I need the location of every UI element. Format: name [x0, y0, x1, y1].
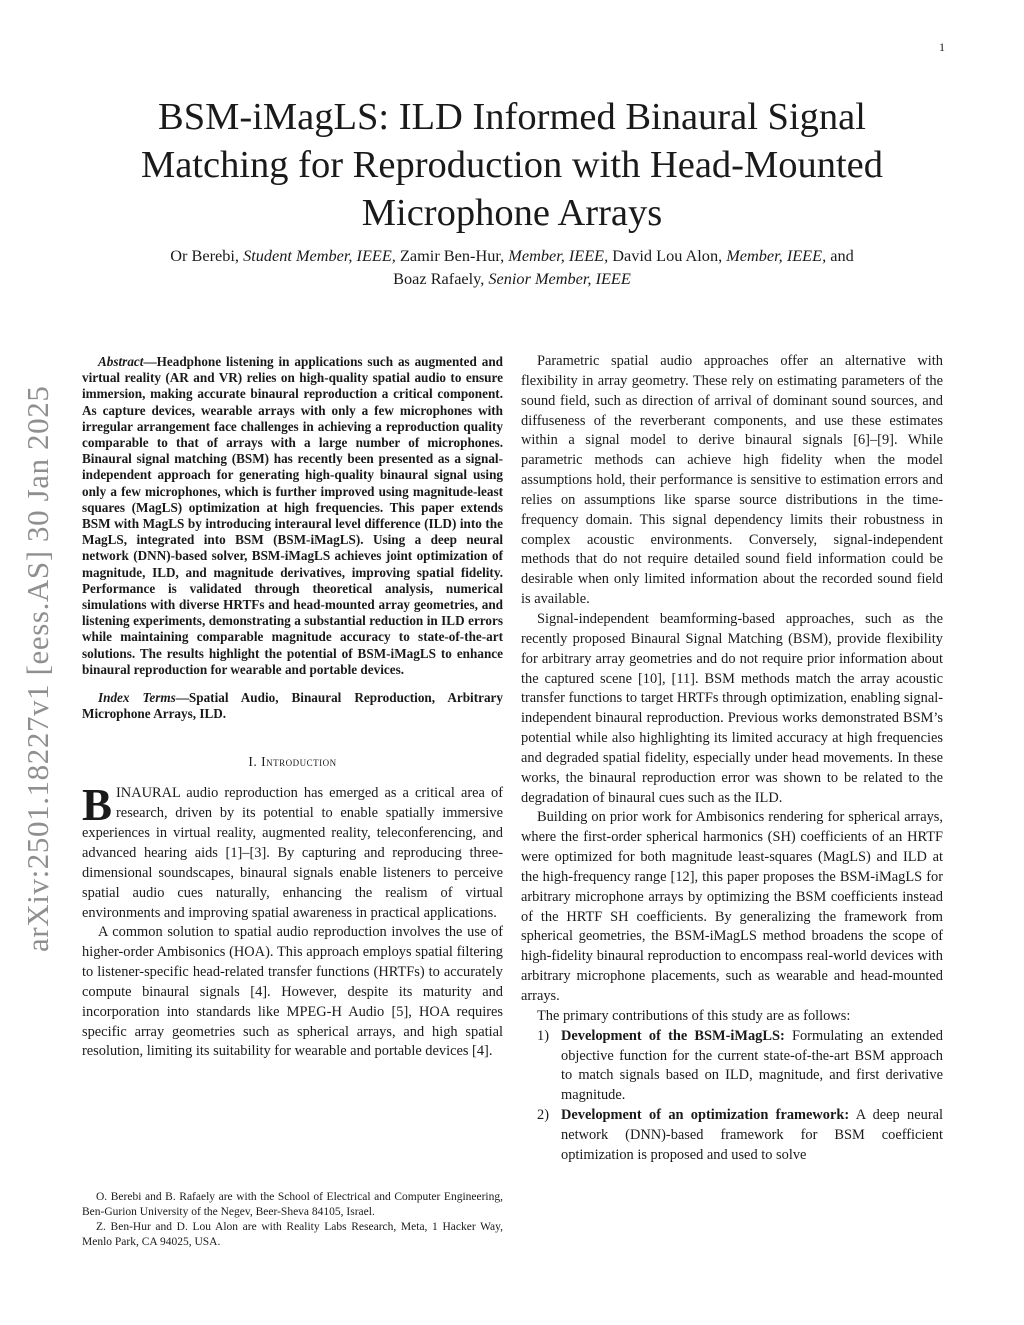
list-item-text: Formulating an extended objective function for the current state-of-the-art BSM approach to match signals based on ILD, magnitude, and first derivative magnitude.: [561, 1027, 943, 1104]
index-terms-label: Index Terms: [98, 690, 176, 706]
abstract: [82, 354, 503, 678]
list-item-heading: Development of an optimization framework:: [561, 1107, 850, 1124]
footnote-affiliation-2: Z. Ben-Hur and D. Lou Alon are with Reality Labs Research, Meta, 1 Hacker Way, Menlo Park, CA 94025, USA.: [82, 1221, 503, 1248]
intro-paragraph-5: Building on prior work for Ambisonics rendering for spherical arrays, where the first-order spherical harmonics (SH) coefficients of an HRTF were optimized for both magnitude least-squares (MagLS) and ILD at the high-frequency range [12], this paper proposes the BSM-iMagLS for arbitrary microphone arrays by optimizing the BSM coefficients instead of the HRTF SH coefficients. By generalizing the framework from spherical geometries, the BSM-iMagLS method broadens the scope of high-fidelity binaural reproduction to encompass real-world devices with arbitrary microphone placements, such as wearable and head-mounted arrays.: [521, 809, 943, 1004]
author-name: Or Berebi,: [170, 246, 244, 265]
index-terms-text: —Spatial Audio, Binaural Reproduction, Arbitrary Microphone Arrays, ILD.: [82, 690, 503, 722]
author-role: Member, IEEE,: [726, 246, 827, 265]
abstract-label: Abstract: [98, 354, 144, 369]
author-name: Boaz Rafaely,: [393, 269, 489, 288]
list-item: [521, 1106, 943, 1166]
contributions-list: [521, 1027, 943, 1166]
section-numeral: I.: [248, 754, 262, 770]
author-conjunction: and: [826, 246, 854, 265]
author-role: Student Member, IEEE,: [243, 246, 396, 265]
author-name: Zamir Ben-Hur,: [395, 246, 509, 265]
right-column: [521, 352, 943, 1166]
paper-title: BSM-iMagLS: ILD Informed Binaural Signal Matching for Reproduction with Head-Mounted Microphone Arrays: [140, 96, 884, 234]
list-item-text: A deep neural network (DNN)-based framework for BSM coefficient optimization is proposed and used to solve: [561, 1107, 944, 1163]
footnotes: [82, 1190, 503, 1250]
author-role: Member, IEEE,: [508, 246, 609, 265]
list-item: [521, 1027, 943, 1106]
drop-cap: B: [82, 780, 113, 831]
author-list: [90, 244, 934, 290]
contributions-intro: The primary contributions of this study are as follows:: [537, 1007, 851, 1024]
section-title: Introduction: [261, 754, 337, 770]
list-item-heading: Development of the BSM-iMagLS:: [561, 1027, 785, 1044]
index-terms: [82, 690, 503, 722]
abstract-text: —Headphone listening in applications such as augmented and virtual reality (AR and VR) relies on high-quality spatial audio to ensure immersion, making accurate binaural reproduction a critical component. As capture devices, wearable arrays with only a few microphones with irregular arrangement face challenges in achieving a reproduction quality comparable to that of arrays with a large number of microphones. Binaural signal matching (BSM) has recently been presented as a signal-independent approach for generating high-quality binaural signal using only a few microphones, which is further improved using magnitude-least squares (MagLS) optimization at high frequencies. This paper extends BSM with MagLS by introducing interaural level difference (ILD) into the MagLS, integrated into BSM (BSM-iMagLS). Using a deep neural network (DNN)-based solver, BSM-iMagLS achieves joint optimization of magnitude, ILD, and magnitude derivatives, improving spatial fidelity. Performance is validated through theoretical analysis, numerical simulations with diverse HRTFs and head-mounted array geometries, and listening experiments, demonstrating a substantial reduction in ILD errors while maintaining comparable magnitude accuracy to state-of-the-art solutions. The results highlight the potential of BSM-iMagLS to enhance binaural reproduction for wearable and portable devices.: [82, 354, 503, 677]
section-heading-introduction: [82, 754, 503, 770]
page-number: 1: [939, 40, 945, 54]
left-column: [82, 354, 503, 1062]
arxiv-identifier-stamp[interactable]: arXiv:2501.18227v1 [eess.AS] 30 Jan 2025: [20, 385, 55, 952]
intro-paragraph-2: A common solution to spatial audio reproduction involves the use of higher-order Ambisonics (HOA). This approach employs spatial filtering to listener-specific head-related transfer functions (HRTFs) to accurately compute binaural signals [4]. However, despite its maturity and incorporation into standards like MPEG-H Audio [5], HOA requires specific array geometries such as spherical arrays, and high spatial resolution, limiting its suitability for wearable and portable devices [4].: [82, 924, 503, 1060]
list-item-number: 1): [537, 1027, 549, 1044]
author-name: David Lou Alon,: [608, 246, 727, 265]
intro-paragraph-4: Signal-independent beamforming-based approaches, such as the recently proposed Binaural Signal Matching (BSM), provide flexibility for arbitrary array geometries and do not require prior information about the captured scene [10], [11]. BSM methods match the array acoustic transfer functions to target HRTFs through optimization, enabling signal-independent binaural reproduction. Previous works demonstrated BSM’s potential while also highlighting its limited accuracy at high frequencies and degraded spatial fidelity, especially under head movements. In these works, the binaural reproduction error was shown to be related to the degradation of binaural cues such as the ILD.: [521, 610, 943, 806]
intro-paragraph-3: Parametric spatial audio approaches offer an alternative with flexibility in array geometry. These rely on estimating parameters of the sound field, such as direction of arrival of dominant sound sources, and diffuseness of the reverberant components, and use these estimates within a signal model to derive binaural signals [6]–[9]. While parametric methods can achieve high fidelity when the model assumptions hold, their performance is sensitive to estimation errors and relies on assumptions like sparse source distributions in the time-frequency domain. This signal dependency limits their robustness in complex acoustic environments. Conversely, signal-independent methods that do not require detailed sound field information could be desirable when only limited information about the recorded sound field is available.: [521, 353, 943, 608]
intro-paragraph-1: [82, 780, 503, 923]
author-role: Senior Member, IEEE: [488, 269, 631, 288]
footnote-affiliation-1: O. Berebi and B. Rafaely are with the School of Electrical and Computer Engineering, Ben-Gurion University of the Negev, Beer-Sheva 84105, Israel.: [82, 1191, 503, 1218]
paragraph-text: INAURAL audio reproduction has emerged as a critical area of research, driven by its potential to enable spatially immersive experiences in virtual reality, augmented reality, teleconferencing, and advanced hearing aids [1]–[3]. By capturing and reproducing three-dimensional soundscapes, binaural signals enable listeners to perceive spatial audio cues naturally, enhancing the realism of virtual environments and improving spatial awareness in practical applications.: [82, 785, 503, 921]
list-item-number: 2): [537, 1107, 549, 1124]
